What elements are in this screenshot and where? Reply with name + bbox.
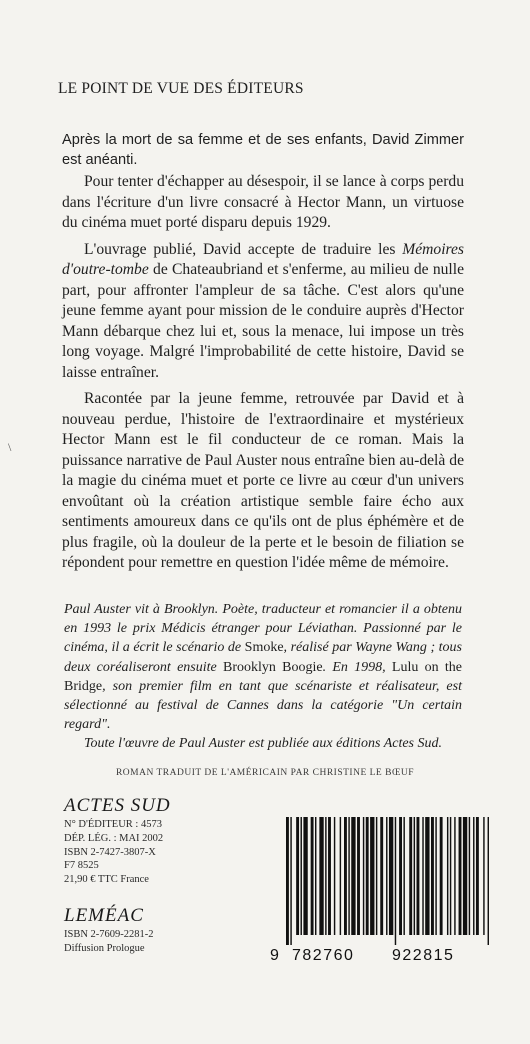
section-heading: LE POINT DE VUE DES ÉDITEURS (58, 80, 304, 97)
publisher-name-lemeac: LEMÉAC (64, 905, 144, 926)
barcode-bar (315, 817, 316, 935)
barcode-bar (376, 817, 377, 935)
barcode-bar (319, 817, 323, 935)
barcode-bar (476, 817, 479, 935)
barcode-bar (473, 817, 474, 935)
barcode-bar (435, 817, 436, 935)
barcode-bar (422, 817, 423, 935)
blurb-paragraph-1: Après la mort de sa femme et de ses enfants, David Zimmer est anéanti. (62, 132, 464, 168)
barcode-bar (440, 817, 443, 935)
price: 21,90 € TTC France (64, 874, 149, 886)
legal-deposit: DÉP. LÉG. : MAI 2002 (64, 832, 164, 844)
barcode-bar (303, 817, 307, 935)
barcode-bar (463, 817, 467, 935)
barcode-group-2: 922815 (392, 947, 455, 964)
barcode-bar (450, 817, 451, 935)
bio-text-c: , réalisé par Wayne Wang ; tous deux coréaliseront ensuite (64, 640, 462, 675)
publisher-actes-sud (64, 794, 171, 887)
barcode-bar (409, 817, 412, 935)
barcode-bar (414, 817, 415, 935)
barcode-bar (334, 817, 335, 935)
blurb (62, 130, 464, 580)
translator-credit: ROMAN TRADUIT DE L'AMÉRICAIN PAR CHRISTINE LE BŒUF (115, 768, 415, 778)
barcode-bar (328, 817, 331, 935)
blurb-p3-after: de Chateaubriand et s'enferme, au milieu de nulle part, pour affronter l'ampleur de sa tâche. C'est alors qu'une jeune femme ayant pour mission de le conduire auprès d'Hector Mann débarque chez lui et, sous la menace, lui impose un très long voyage. Malgré l'improbabilité de cette histoire, David se laisse entraîner. (62, 261, 464, 381)
bio-title-lulu: Lulu on the Bridge (64, 659, 462, 694)
barcode-bar (386, 817, 387, 935)
bio-text-e: , son premier film en tant que scénariste et réalisateur, est sélectionné au festival de Cannes dans la catégorie "Un certain regard". (64, 678, 462, 733)
barcode-bar (459, 817, 462, 935)
barcode-bar (290, 817, 291, 945)
book-title-memoires: Mémoires d'outre-tombe (62, 240, 464, 278)
barcode-bar (425, 817, 429, 935)
barcode-bar (296, 817, 299, 935)
bio-title-brooklyn-boogie: Brooklyn Boogie (223, 659, 323, 675)
editor-number: N° D'ÉDITEUR : 4573 (64, 819, 162, 830)
barcode-group-1: 782760 (292, 947, 355, 964)
barcode-bar (340, 817, 341, 935)
barcode-bar (417, 817, 420, 935)
barcode-bar (325, 817, 326, 935)
barcode-bar (348, 817, 349, 935)
barcode-bar (447, 817, 448, 935)
barcode-bar (399, 817, 402, 935)
bio-paragraph-2: Toute l'œuvre de Paul Auster est publiée aux éditions Actes Sud. (84, 736, 443, 752)
publisher-name-actes-sud: ACTES SUD (64, 795, 171, 816)
blurb-p3-before: L'ouvrage publié, David accepte de traduire les (84, 240, 403, 258)
barcode-bar (389, 817, 393, 935)
barcode-bar (395, 817, 396, 945)
barcode-bar (351, 817, 355, 935)
blurb-paragraph-2: Pour tenter d'échapper au désespoir, il se lance à corps perdu dans l'écriture d'un livre consacré à Hector Mann, un virtuose du cinéma muet porté disparu depuis 1929. (62, 173, 464, 231)
barcode (266, 817, 528, 969)
product-code: F7 8525 (64, 860, 99, 872)
bio-text-a: Paul Auster vit à Brooklyn. Poète, traducteur et romancier il a obtenu en 1993 le prix Médicis étranger pour (64, 602, 462, 637)
bio-text-b: . Passionné par le cinéma, il a écrit le scénario de (64, 621, 462, 656)
barcode-bar (483, 817, 484, 935)
barcode-bar (488, 817, 489, 945)
barcode-bar (344, 817, 347, 935)
isbn-lemeac: ISBN 2-7609-2281-2 (64, 929, 154, 940)
barcode-bar (380, 817, 383, 935)
barcode-bar (431, 817, 434, 935)
bio-title-leviathan: Léviathan (297, 621, 354, 637)
bio-text-d: . En 1998, (322, 659, 392, 675)
isbn-actes-sud: ISBN 2-7427-3807-X (64, 846, 156, 858)
author-bio (64, 600, 462, 754)
barcode-bar (311, 817, 314, 935)
distribution: Diffusion Prologue (64, 942, 145, 954)
barcode-bar (301, 817, 302, 935)
barcode-bar (403, 817, 404, 935)
barcode-bar (454, 817, 455, 935)
bio-paragraph-1 (64, 600, 462, 734)
barcode-bar (370, 817, 374, 935)
barcode-bar (469, 817, 470, 935)
publisher-lemeac (64, 904, 154, 956)
blurb-paragraph-4: Racontée par la jeune femme, retrouvée par David et à nouveau perdue, l'histoire de l'extraordinaire et mystérieux Hector Mann est le fil conducteur de ce roman. Mais la puissance narrative de Paul Auster nous entraîne bien au-delà de la magie du cinéma muet et porte ce livre au cœur d'un univers envoûtant où la création artistique semble faire écho aux sentiments amoureux dans ce qu'ils ont de plus éphémère et de plus fragile, où la douleur de la perte et le besoin de filiation se répondent pour remettre en question l'idée même de mémoire. (62, 390, 464, 571)
barcode-bar (363, 817, 364, 935)
barcode-first-digit: 9 (270, 947, 281, 964)
barcode-bars (266, 817, 528, 945)
barcode-bar (366, 817, 369, 935)
margin-mark: \ (8, 440, 12, 454)
barcode-bar (286, 817, 289, 945)
barcode-bar (357, 817, 360, 935)
bio-title-smoke: Smoke (244, 640, 284, 656)
blurb-paragraph-3 (62, 240, 464, 384)
